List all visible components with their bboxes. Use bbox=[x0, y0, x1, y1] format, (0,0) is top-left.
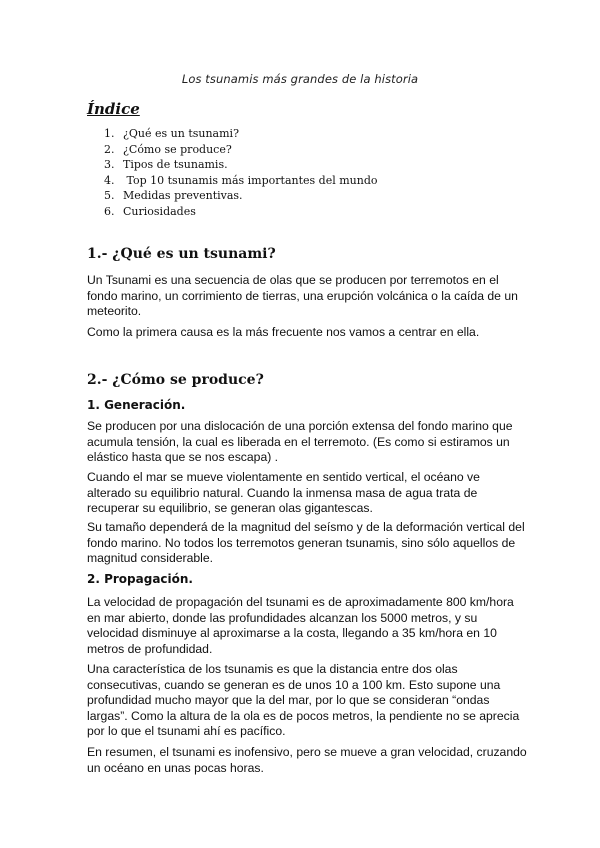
paragraph: En resumen, el tsunami es inofensivo, pero se mueve a gran velocidad, cruzando un océano en unas pocas horas. bbox=[87, 745, 527, 775]
paragraph: Su tamaño dependerá de la magnitud del seísmo y de la deformación vertical del fondo marino. No todos los terremotos generan tsunamis, sino sólo aquellos de magnitud considerable. bbox=[87, 520, 525, 566]
toc-item-label: Top 10 tsunamis más importantes del mundo bbox=[123, 173, 378, 187]
toc-item: 5. Medidas preventivas. bbox=[104, 189, 243, 202]
paragraph: Cuando el mar se mueve violentamente en sentido vertical, el océano ve alterado su equilibrio natural. Cuando la inmensa masa de agua trata de recuperar su equilibrio, se generan olas gigantescas. bbox=[87, 470, 480, 516]
subheading-generation: 1. Generación. bbox=[87, 398, 186, 412]
toc-item-label: Tipos de tsunamis. bbox=[123, 158, 228, 171]
paragraph: Como la primera causa es la más frecuente nos vamos a centrar en ella. bbox=[87, 325, 480, 339]
toc-item: 1. ¿Qué es un tsunami? bbox=[104, 127, 239, 140]
toc-item-label: Medidas preventivas. bbox=[123, 189, 243, 202]
paragraph: Una característica de los tsunamis es que la distancia entre dos olas consecutivas, cuando se generan es de unos 10 a 100 km. Esto supone una profundidad mucho mayor que la del mar, por lo que se consideran “ondas largas”. Como la altura de la ola es de pocos metros, la pendiente no se aprecia por lo que el tsunami ahí es pacífico. bbox=[87, 662, 520, 739]
subheading-propagation: 2. Propagación. bbox=[87, 572, 193, 586]
section-heading-what-is: 1.- ¿Qué es un tsunami? bbox=[87, 246, 276, 262]
toc-item: 2. ¿Cómo se produce? bbox=[104, 142, 232, 156]
toc-item: 4. Top 10 tsunamis más importantes del mundo bbox=[104, 173, 378, 187]
table-of-contents bbox=[104, 126, 377, 219]
toc-item-label: ¿Qué es un tsunami? bbox=[123, 127, 239, 140]
paragraph: Un Tsunami es una secuencia de olas que se producen por terremotos en el fondo marino, un corrimiento de tierras, una erupción volcánica o la caída de un meteorito. bbox=[87, 273, 518, 319]
toc-item-label: Curiosidades bbox=[123, 204, 196, 218]
paragraph: La velocidad de propagación del tsunami es de aproximadamente 800 km/hora en mar abierto, donde las profundidades alcanzan los 5000 metros, y su velocidad disminuye al aproximarse a la costa, llegando a 35 km/hora en 10 metros de profundidad. bbox=[87, 595, 514, 656]
index-title: Índice bbox=[87, 100, 140, 118]
toc-item: 3. Tipos de tsunamis. bbox=[104, 158, 228, 171]
document-title: Los tsunamis más grandes de la historia bbox=[181, 72, 419, 86]
section-heading-how-produced: 2.- ¿Cómo se produce? bbox=[87, 372, 264, 388]
paragraph: Se producen por una dislocación de una porción extensa del fondo marino que acumula tensión, la cual es liberada en el terremoto. (Es como si estiramos un elástico hasta que se nos escapa) . bbox=[87, 419, 513, 465]
toc-item: 6. Curiosidades bbox=[104, 204, 196, 218]
toc-item-label: ¿Cómo se produce? bbox=[123, 142, 232, 156]
